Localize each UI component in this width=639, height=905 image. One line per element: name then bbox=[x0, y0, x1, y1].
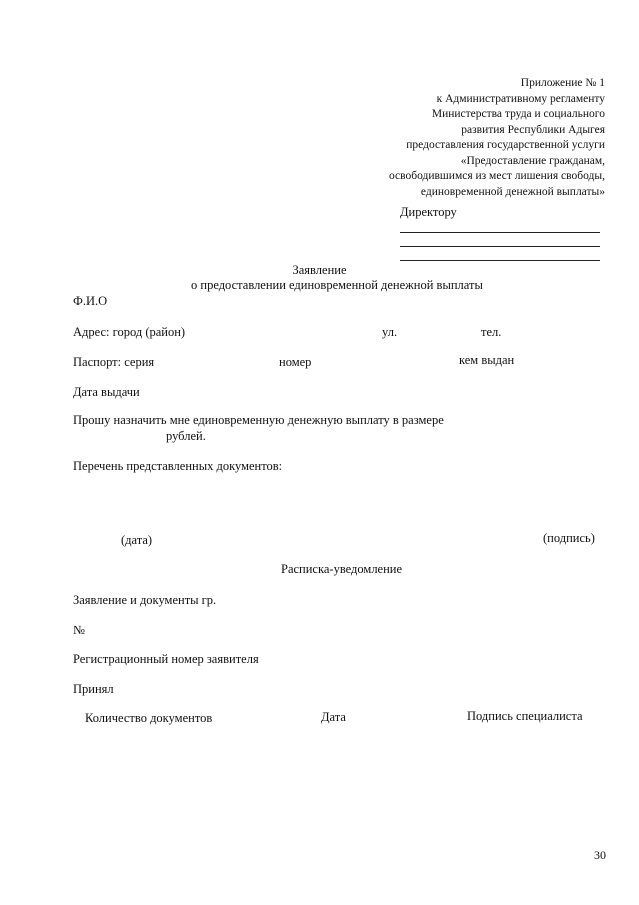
signature-caption: (подпись) bbox=[543, 531, 595, 545]
issue-date-label: Дата выдачи bbox=[73, 385, 140, 399]
header-line: единовременной денежной выплаты» bbox=[420, 185, 605, 198]
header-line: «Предоставление гражданам, bbox=[460, 154, 605, 167]
receipt-date-label: Дата bbox=[321, 710, 346, 724]
documents-list-label: Перечень представленных документов: bbox=[73, 459, 283, 473]
passport-issued-by-label: кем выдан bbox=[459, 353, 515, 367]
header-line: развития Республики Адыгея bbox=[461, 123, 605, 136]
header-line: предоставления государственной услуги bbox=[406, 139, 605, 151]
director-name-line bbox=[400, 260, 600, 261]
page-number: 30 bbox=[594, 848, 606, 862]
accepted-label: Принял bbox=[73, 682, 114, 696]
document-subtitle: о предоставлении единовременной денежной выплаты bbox=[191, 278, 483, 292]
address-phone-label: тел. bbox=[481, 325, 502, 339]
director-label: Директору bbox=[400, 205, 457, 219]
request-text: Прошу назначить мне единовременную денежную выплату в размере bbox=[73, 413, 444, 427]
appendix-header bbox=[389, 76, 605, 200]
date-caption: (дата) bbox=[121, 533, 153, 547]
registration-number-label: Регистрационный номер заявителя bbox=[73, 652, 259, 666]
director-name-line bbox=[400, 246, 600, 247]
fio-label: Ф.И.О bbox=[73, 294, 108, 308]
passport-series-label: Паспорт: серия bbox=[73, 355, 155, 369]
director-block bbox=[400, 204, 600, 220]
header-line: Приложение № 1 bbox=[520, 77, 605, 89]
address-city-label: Адрес: город (район) bbox=[73, 325, 186, 339]
request-currency: рублей. bbox=[166, 429, 206, 443]
header-line: Министерства труда и социального bbox=[431, 108, 605, 120]
passport-number-label: номер bbox=[279, 355, 312, 369]
address-street-label: ул. bbox=[382, 325, 398, 339]
receipt-title: Расписка-уведомление bbox=[281, 562, 403, 576]
receipt-number-label: № bbox=[73, 623, 85, 637]
document-count-label: Количество документов bbox=[85, 711, 213, 725]
header-line: освободившимся из мест лишения свободы, bbox=[388, 170, 605, 182]
header-line: к Административному регламенту bbox=[436, 92, 605, 105]
specialist-signature-label: Подпись специалиста bbox=[467, 709, 583, 723]
director-name-line bbox=[400, 232, 600, 233]
document-title: Заявление bbox=[292, 263, 347, 277]
receipt-statement-label: Заявление и документы гр. bbox=[73, 593, 217, 607]
